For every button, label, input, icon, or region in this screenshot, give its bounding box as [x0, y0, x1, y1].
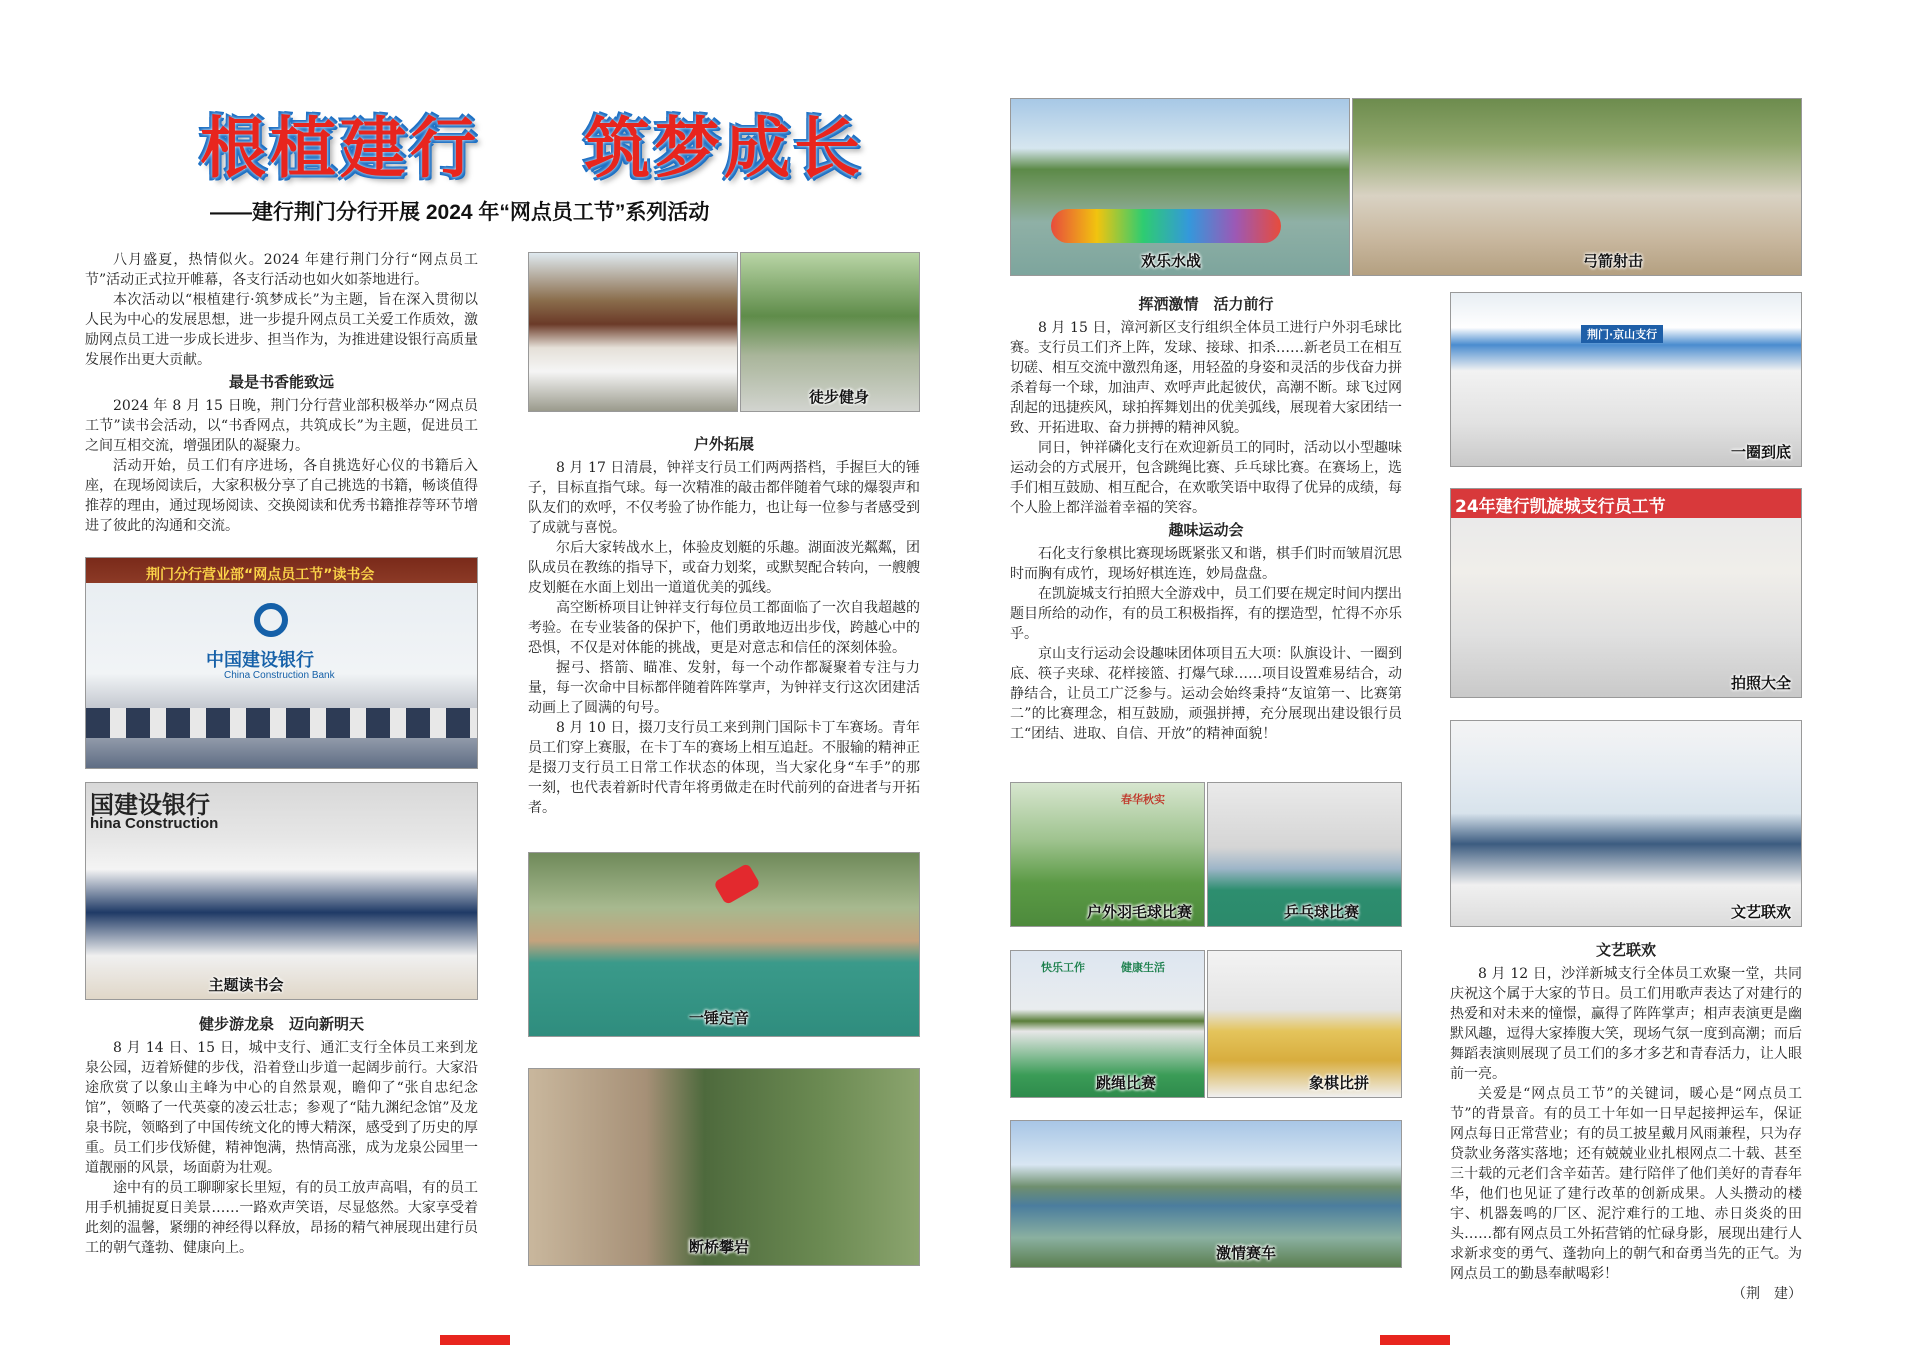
chess-photo — [1207, 950, 1402, 1098]
outdoor-paragraph-4: 握弓、搭箭、瞄准、发射，每一个动作都凝聚着专注与力量，每一次命中目标都伴随着阵阵掌声，为钟祥支行这次团建活动画上了圆满的句号。 — [528, 660, 920, 716]
intro-paragraph-1: 八月盛夏，热情似火。2024 年建行荆门分行“网点员工节”活动正式拉开帷幕，各支行活动也如火如荼地进行。 — [85, 252, 478, 288]
caption-kayak: 欢乐水战 — [1141, 252, 1202, 270]
bank-sign-en: hina Construction — [90, 815, 219, 832]
section-heading-art: 文艺联欢 — [1595, 942, 1656, 959]
walk-photo-path — [740, 252, 920, 412]
ccb-logo-icon — [254, 603, 288, 637]
walk-paragraph-2: 途中有的员工聊聊家长里短，有的员工放声高唱，有的员工用手机捕捉夏日美景……一路欢声笑语，尽显悠然。大家享受着此刻的温馨，紧绷的神经得以释放，昂扬的精气神展现出建行员工的朝气蓬勃、健康向上。 — [85, 1180, 478, 1256]
fun-paragraph-1: 石化支行象棋比赛现场既紧张又和谐，棋手们时而皱眉沉思时而胸有成竹，现场好棋连连，妙局盘盘。 — [1010, 546, 1402, 582]
caption-photo: 拍照大全 — [1730, 674, 1791, 692]
hammer-game-photo — [528, 852, 920, 1037]
art-paragraph-2: 关爱是“网点员工节”的关键词，暖心是“网点员工节”的背景音。有的员工十年如一日早起接押运车，保证网点每日正常营业；有的员工披星戴月风雨兼程，只为存贷款业务落实落地；还有兢兢业业扎根网点二十载、甚至三十载的元老们含辛茹苦。建行陪伴了他们美好的青春年华，他们也见证了建行改革的创新成果。人头攒动的楼宇、机器轰鸣的厂区、泥泞难行的工地、赤日炎炎的田头……都有网点员工外拓营销的忙碌身影，展现出建行人求新求变的勇气、蓬勃向上的朝气和奋勇当先的正气。为网点员工的勤恳奉献喝彩！ — [1450, 1086, 1802, 1282]
karting-photo — [1010, 1120, 1402, 1268]
passion-column — [1010, 292, 1402, 744]
outdoor-paragraph-1: 8 月 17 日清晨，钟祥支行员工们两两搭档，手握巨大的锤子，目标直指气球。每一次精准的敲击都伴随着气球的爆裂声和队友们的欢呼，不仅考验了协作能力，也让每一位参与者感受到了成就与喜悦。 — [528, 460, 920, 536]
outdoor-paragraph-3: 高空断桥项目让钟祥支行每位员工都面临了一次自我超越的考验。在专业装备的保护下，他们勇敢地迈出步伐，跨越心中的恐惧，不仅是对体能的挑战，更是对意志和信任的深刻体验。 — [528, 600, 920, 656]
bank-logo-en: China Construction Bank — [224, 670, 335, 681]
caption-rope: 跳绳比赛 — [1095, 1074, 1156, 1092]
fun-paragraph-2: 在凯旋城支行拍照大全游戏中，员工们要在规定时间内摆出题目所给的动作，有的员工积极指挥，有的摆造型，忙得不亦乐乎。 — [1010, 586, 1402, 642]
reading-session-photo — [85, 782, 478, 1000]
archery-photo — [1352, 98, 1802, 276]
caption-badminton: 户外羽毛球比赛 — [1086, 903, 1192, 921]
caption-hammer: 一锤定音 — [689, 1009, 750, 1027]
bank-sign-text: 国建设银行 — [90, 791, 210, 819]
books-paragraph-1: 2024 年 8 月 15 日晚，荆门分行营业部积极举办“网点员工节”读书会活动，以“书香网点，共筑成长”为主题，促进员工之间互相交流，增强团队的凝聚力。 — [85, 398, 478, 454]
walk-column — [85, 1012, 478, 1258]
kaixuan-banner: 24年建行凯旋城支行员工节 — [1455, 497, 1666, 517]
books-paragraph-2: 活动开始，员工们有序进场，各自挑选好心仪的书籍后入座，在现场阅读后，大家积极分享了自己挑选的书籍，畅谈值得推荐的理由，通过现场阅读、交换阅读和优秀书籍推荐等环节增进了彼此的沟通和交流。 — [85, 458, 478, 534]
title-part-1: 根植建行 — [200, 110, 480, 187]
bottom-mark-left — [440, 1335, 510, 1357]
kayak-icon — [1051, 209, 1281, 243]
caption-art: 文艺联欢 — [1730, 903, 1791, 921]
giant-hammer-icon — [713, 863, 761, 906]
jingshan-banner: 荆门·京山支行 — [1581, 325, 1663, 343]
walk-photo-gate — [528, 252, 738, 412]
outdoor-paragraph-2: 尔后大家转战水上，体验皮划艇的乐趣。湖面波光粼粼，团队成员在教练的指导下，或奋力划桨，或默契配合转向，一艘艘皮划艇在水面上划出一道道优美的弧线。 — [528, 540, 920, 596]
caption-pingpong: 乒乓球比赛 — [1283, 903, 1359, 921]
passion-paragraph-1: 8 月 15 日，漳河新区支行组织全体员工进行户外羽毛球比赛。支行员工们齐上阵，发球、接球、扣杀……新老员工在相互切磋、相互交流中激烈角逐，用轻盈的身姿和灵活的步伐奋力拼杀着每一个球，加油声、欢呼声此起彼伏，高潮不断。球飞过网刮起的迅捷疾风，球拍挥舞划出的优美弧线，展现着大家团结一致、开拓进取、奋力拼搏的精神风貌。 — [1010, 320, 1402, 436]
caption-karting: 激情赛车 — [1215, 1244, 1276, 1262]
caption-bridge: 断桥攀岩 — [689, 1238, 750, 1256]
photo-pose-game-photo — [1450, 488, 1802, 698]
passion-paragraph-2: 同日，钟祥磷化支行在欢迎新员工的同时，活动以小型趣味运动会的方式展开，包含跳绳比赛、乒乓球比赛。在赛场上，选手们相互鼓励、相互配合，在欢歌笑语中取得了优异的成绩，每个人脸上都洋溢着幸福的笑容。 — [1010, 440, 1402, 516]
art-performance-photo — [1450, 720, 1802, 927]
walk-paragraph-1: 8 月 14 日、15 日，城中支行、通汇支行全体员工来到龙泉公园，迈着矫健的步伐，沿着登山步道一起阔步前行。大家沿途欣赏了以象山主峰为中心的自然景观，瞻仰了“张自忠纪念馆”，领略了一代英豪的凌云壮志；参观了“陆九渊纪念馆”及龙泉书院，领略到了中国传统文化的博大精深，感受到了历史的厚重。员工们步伐矫健，精神饱满，热情高涨，成为龙泉公园里一道靓丽的风景，场面蔚为壮观。 — [85, 1040, 478, 1176]
section-heading-outdoor: 户外拓展 — [693, 436, 754, 453]
high-bridge-photo — [528, 1068, 920, 1266]
outdoor-paragraph-5: 8 月 10 日，掇刀支行员工来到荆门国际卡丁车赛场。青年员工们穿上赛服，在卡丁车的赛场上相互追赶。不服输的精神正是掇刀支行员工日常工作状态的体现，当大家化身“车手”的那一刻，也代表着新时代青年将勇做走在时代前列的奋进者与开拓者。 — [528, 720, 920, 816]
farm-sign-text: 春华秋实 — [1121, 793, 1165, 806]
section-heading-walk: 健步游龙泉 迈向新明天 — [198, 1016, 364, 1033]
badminton-photo — [1010, 782, 1205, 927]
caption-circle: 一圈到底 — [1730, 443, 1791, 461]
section-heading-passion: 挥洒激情 活力前行 — [1138, 296, 1274, 313]
gym-sign-2: 健康生活 — [1121, 961, 1165, 974]
art-column — [1450, 938, 1802, 1304]
section-heading-fun: 趣味运动会 — [1168, 522, 1244, 539]
intro-paragraph-2: 本次活动以“根植建行·筑梦成长”为主题，旨在深入贯彻以人民为中心的发展思想，进一步提升网点员工关爱工作质效，激励网点员工进一步成长进步、担当作为，为推进建设银行高质量发展作出更大贡献。 — [85, 292, 478, 368]
pingpong-photo — [1207, 782, 1402, 927]
bottom-mark-right — [1380, 1335, 1450, 1357]
caption-chess: 象棋比拼 — [1308, 1074, 1369, 1092]
rope-skipping-photo — [1010, 950, 1205, 1098]
caption-walk: 徒步健身 — [808, 388, 869, 406]
right-page — [960, 0, 1920, 1357]
section-heading-books: 最是书香能致远 — [228, 374, 334, 391]
kayak-photo — [1010, 98, 1350, 276]
signature: （荆 建） — [1732, 1286, 1802, 1302]
subtitle: ——建行荆门分行开展 2024 年“网点员工节”系列活动 — [210, 201, 710, 224]
seated-people-row — [86, 708, 477, 738]
title-part-2: 筑梦成长 — [583, 110, 864, 187]
caption-archery: 弓箭射击 — [1583, 252, 1644, 270]
caption-reading: 主题读书会 — [208, 976, 284, 994]
outdoor-column — [528, 432, 920, 818]
intro-column — [85, 250, 478, 536]
art-paragraph-1: 8 月 12 日，沙洋新城支行全体员工欢聚一堂，共同庆祝这个属于大家的节日。员工们用歌声表达了对建行的热爱和对未来的憧憬，赢得了阵阵掌声；相声表演更是幽默风趣，逗得大家捧腹大笑，现场气氛一度到高潮；而后舞蹈表演则展现了员工们的多才多艺和青春活力，让人眼前一亮。 — [1450, 966, 1802, 1082]
bank-logo-cn: 中国建设银行 — [206, 650, 314, 671]
circle-game-photo — [1450, 292, 1802, 467]
main-title — [200, 95, 864, 187]
gym-sign-1: 快乐工作 — [1041, 961, 1085, 974]
fun-paragraph-3: 京山支行运动会设趣味团体项目五大项：队旗设计、一圈到底、筷子夹球、花样接篮、打爆气球……项目设置难易结合，动静结合，让员工广泛参与。运动会始终秉持“友谊第一、比赛第二”的比赛理念，相互鼓励，顽强拼搏，充分展现出建设银行员工“团结、进取、自信、开放”的精神面貌！ — [1010, 646, 1402, 742]
reading-meeting-photo — [85, 557, 478, 769]
reading-banner-text: 荆门分行营业部“网点员工节”读书会 — [146, 567, 375, 583]
